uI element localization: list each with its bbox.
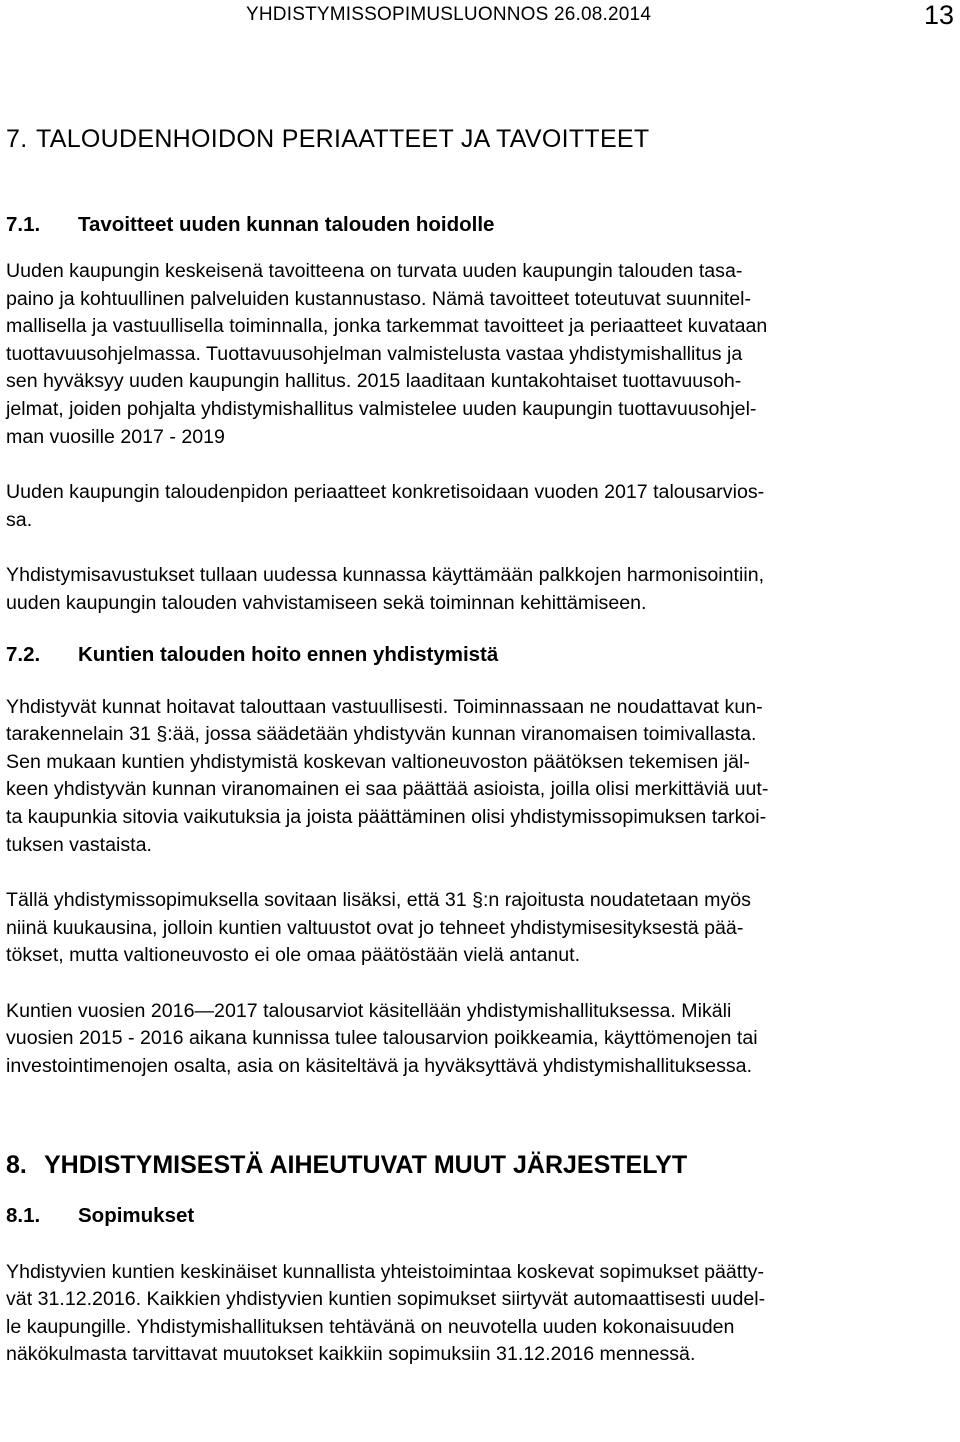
text-line: niinä kuukausina, jolloin kuntien valtuustot ovat jo tehneet yhdistymisesityksestä pää- <box>6 916 744 939</box>
text-line: uuden kaupungin talouden vahvistamiseen sekä toiminnan kehittämiseen. <box>6 591 647 614</box>
section-number: 7. <box>6 125 28 153</box>
text-line: vät 31.12.2016. Kaikkien yhdistyvien kuntien sopimukset siirtyvät automaattisesti uudel- <box>6 1288 766 1311</box>
section-7-heading <box>6 124 954 154</box>
text-line: Tällä yhdistymissopimuksella sovitaan lisäksi, että 31 §:n rajoitusta noudatetaan myös <box>6 889 751 912</box>
section-number: 8.1. <box>6 1203 41 1227</box>
section-7-1-heading <box>6 212 954 238</box>
text-line: Sen mukaan kuntien yhdistymistä koskevan valtioneuvoston päätöksen tekemisen jäl- <box>6 750 750 773</box>
paragraph <box>6 479 954 534</box>
text-line: tarakennelain 31 §:ää, jossa säädetään yhdistyvän kunnan viranomaisen toimivallasta. <box>6 723 757 746</box>
text-line: tökset, mutta valtioneuvosto ei ole omaa päätöstään vielä antanut. <box>6 944 581 967</box>
document-body <box>6 124 954 1369</box>
text-line: sa. <box>6 508 33 531</box>
section-title: Sopimukset <box>78 1203 195 1227</box>
text-line: mallisella ja vastuullisella toiminnalla, jonka tarkemmat tavoitteet ja periaatteet kuvataan <box>6 315 768 338</box>
text-line: investointimenojen osalta, asia on käsiteltävä ja hyväksyttävä yhdistymishallituksessa. <box>6 1055 753 1078</box>
paragraph <box>6 694 954 860</box>
text-line: tuottavuusohjelmassa. Tuottavuusohjelman valmistelusta vastaa yhdistymishallitus ja <box>6 342 743 365</box>
text-line: vuosien 2015 - 2016 aikana kunnissa tulee talousarvion poikkeamia, käyttömenojen tai <box>6 1027 758 1050</box>
text-line: näkökulmasta tarvittavat muutokset kaikkiin sopimuksiin 31.12.2016 mennessä. <box>6 1343 696 1366</box>
section-7-2-heading <box>6 642 954 668</box>
section-number: 7.1. <box>6 213 41 236</box>
text-line: tuksen vastaista. <box>6 833 152 856</box>
text-line: ta kaupunkia sitovia vaikutuksia ja joista päättäminen olisi yhdistymissopimuksen tarkoi- <box>6 805 767 828</box>
text-line: keen yhdistyvän kunnan viranomainen ei saa päättää asioista, joilla olisi merkittäviä uut- <box>6 778 769 801</box>
section-number: 8. <box>6 1150 27 1179</box>
section-title: Kuntien talouden hoito ennen yhdistymistä <box>78 642 499 666</box>
page-header <box>0 0 960 34</box>
text-line: Yhdistymisavustukset tullaan uudessa kunnassa käyttämään palkkojen harmonisointiin, <box>6 564 765 587</box>
text-line: Kuntien vuosien 2016—2017 talousarviot käsitellään yhdistymishallituksessa. Mikäli <box>6 999 732 1022</box>
section-8-1-heading <box>6 1203 954 1229</box>
paragraph <box>6 998 954 1081</box>
text-line: Yhdistyvät kunnat hoitavat talouttaan vastuullisesti. Toiminnassaan ne noudattavat kun- <box>6 695 763 718</box>
text-line: sen hyväksyy uuden kaupungin hallitus. 2015 laaditaan kuntakohtaiset tuottavuusoh- <box>6 370 742 393</box>
page-number: 13 <box>923 0 954 30</box>
section-title: TALOUDENHOIDON PERIAATTEET JA TAVOITTEET <box>36 125 650 153</box>
section-8-heading <box>6 1149 954 1181</box>
paragraph <box>6 887 954 970</box>
section-title: YHDISTYMISESTÄ AIHEUTUVAT MUUT JÄRJESTELYT <box>44 1150 688 1179</box>
text-line: Uuden kaupungin taloudenpidon periaatteet konkretisoidaan vuoden 2017 talousarvios- <box>6 481 765 504</box>
text-line: Uuden kaupungin keskeisenä tavoitteena on turvata uuden kaupungin talouden tasa- <box>6 260 743 282</box>
text-line: le kaupungille. Yhdistymishallituksen tehtävänä on neuvotella uuden kokonaisuuden <box>6 1315 735 1338</box>
paragraph <box>6 1259 954 1369</box>
paragraph <box>6 562 954 617</box>
document-title: YHDISTYMISSOPIMUSLUONNOS 26.08.2014 <box>246 4 652 25</box>
section-title: Tavoitteet uuden kunnan talouden hoidolle <box>78 213 495 236</box>
text-line: jelmat, joiden pohjalta yhdistymishallitus valmistelee uuden kaupungin tuottavuusohjel- <box>6 397 757 420</box>
text-line: Yhdistyvien kuntien keskinäiset kunnallista yhteistoimintaa koskevat sopimukset päätty- <box>6 1260 765 1283</box>
section-number: 7.2. <box>6 642 41 666</box>
paragraph <box>6 258 954 451</box>
text-line: man vuosille 2017 - 2019 <box>6 425 225 448</box>
text-line: paino ja kohtuullinen palveluiden kustannustaso. Nämä tavoitteet toteutuvat suunnitel- <box>6 287 752 310</box>
